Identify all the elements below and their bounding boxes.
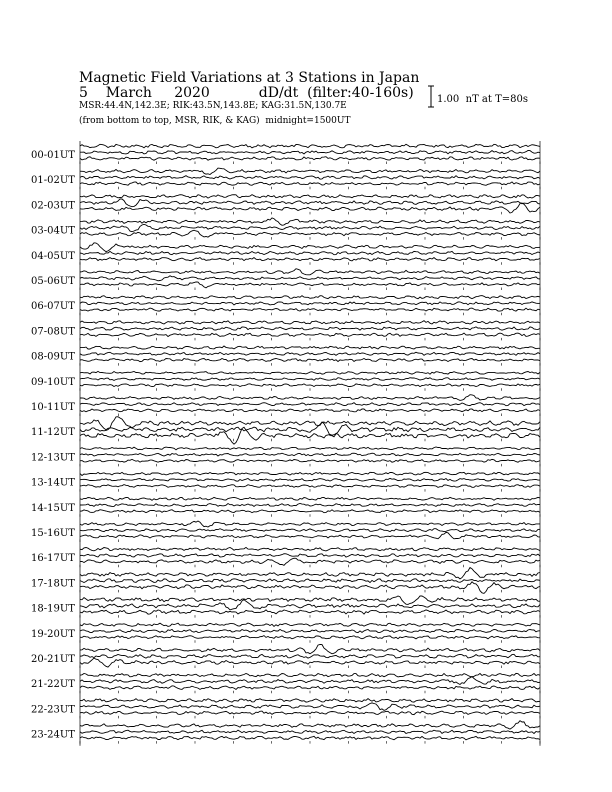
trace-RIK-00-01UT (80, 151, 540, 154)
trace-MSR-03-04UT (80, 230, 540, 237)
trace-KAG-09-10UT (80, 371, 540, 374)
hour-label-01-02UT: 01-02UT (31, 175, 75, 187)
hour-label-03-04UT: 03-04UT (31, 225, 75, 237)
station-coordinates: MSR:44.4N,142.3E; RIK:43.5N,143.8E; KAG:31.5N,130.7E (79, 101, 347, 111)
station-order-note: (from bottom to top, MSR, RIK, & KAG) midnight=1500UT (79, 116, 351, 126)
hour-label-20-21UT: 20-21UT (31, 654, 75, 665)
trace-KAG-19-20UT (80, 623, 540, 626)
hour-label-08-09UT: 08-09UT (31, 351, 75, 363)
trace-MSR-08-09UT (80, 359, 540, 362)
trace-KAG-20-21UT (80, 644, 540, 653)
trace-KAG-01-02UT (80, 168, 540, 174)
trace-RIK-14-15UT (80, 504, 540, 507)
hour-label-15-16UT: 15-16UT (31, 528, 75, 539)
trace-MSR-22-23UT (80, 711, 540, 715)
hour-label-14-15UT: 14-15UT (31, 502, 75, 514)
trace-MSR-02-03UT (80, 203, 540, 213)
trace-RIK-22-23UT (80, 703, 540, 711)
trace-KAG-22-23UT (80, 699, 540, 703)
trace-KAG-12-13UT (80, 447, 540, 450)
trace-MSR-13-14UT (80, 485, 540, 488)
trace-KAG-21-22UT (80, 673, 540, 677)
hour-label-11-12UT: 11-12UT (31, 427, 75, 439)
trace-MSR-00-01UT (80, 157, 540, 161)
trace-MSR-18-19UT (80, 610, 540, 614)
trace-KAG-05-06UT (80, 269, 540, 275)
hour-label-19-20UT: 19-20UT (31, 628, 75, 640)
hour-label-18-19UT: 18-19UT (31, 603, 75, 615)
trace-RIK-06-07UT (80, 302, 540, 305)
hour-label-23-24UT: 23-24UT (31, 729, 75, 741)
trace-KAG-11-12UT (80, 417, 540, 430)
trace-RIK-16-17UT (80, 554, 540, 557)
trace-MSR-23-24UT (80, 736, 540, 740)
trace-KAG-13-14UT (80, 472, 540, 475)
hour-label-06-07UT: 06-07UT (31, 301, 75, 313)
trace-KAG-18-19UT (80, 596, 540, 604)
hour-label-05-06UT: 05-06UT (31, 276, 75, 287)
trace-KAG-04-05UT (80, 243, 540, 252)
trace-MSR-04-05UT (80, 258, 540, 261)
hour-label-10-11UT: 10-11UT (31, 402, 75, 413)
trace-KAG-17-18UT (80, 568, 540, 579)
trace-KAG-15-16UT (80, 521, 540, 527)
trace-KAG-10-11UT (80, 395, 540, 401)
trace-RIK-21-22UT (80, 677, 540, 685)
trace-KAG-06-07UT (80, 296, 540, 299)
trace-MSR-15-16UT (80, 532, 540, 538)
trace-RIK-05-06UT (80, 276, 540, 281)
chart-title: Magnetic Field Variations at 3 Stations in Japan (79, 70, 420, 86)
trace-KAG-00-01UT (80, 144, 540, 148)
trace-RIK-15-16UT (80, 529, 540, 532)
trace-KAG-14-15UT (80, 497, 540, 500)
hour-label-21-22UT: 21-22UT (31, 679, 75, 691)
trace-RIK-09-10UT (80, 378, 540, 381)
trace-RIK-17-18UT (80, 579, 540, 583)
hour-label-04-05UT: 04-05UT (31, 250, 75, 262)
trace-RIK-03-04UT (80, 224, 540, 231)
trace-RIK-13-14UT (80, 478, 540, 481)
trace-RIK-12-13UT (80, 453, 540, 456)
trace-RIK-20-21UT (80, 654, 540, 658)
trace-RIK-04-05UT (80, 251, 540, 254)
scale-bar-label: 1.00 nT at T=80s (437, 94, 528, 105)
trace-MSR-16-17UT (80, 558, 540, 565)
hour-label-12-13UT: 12-13UT (31, 452, 75, 464)
trace-RIK-10-11UT (80, 403, 540, 406)
trace-MSR-05-06UT (80, 282, 540, 288)
hour-label-17-18UT: 17-18UT (31, 578, 75, 590)
trace-MSR-12-13UT (80, 459, 540, 462)
trace-MSR-14-15UT (80, 510, 540, 513)
trace-KAG-02-03UT (80, 195, 540, 199)
trace-MSR-10-11UT (80, 409, 540, 412)
trace-RIK-07-08UT (80, 327, 540, 330)
trace-RIK-02-03UT (80, 199, 540, 207)
scale-bar (428, 86, 434, 107)
trace-KAG-03-04UT (80, 218, 540, 225)
trace-MSR-01-02UT (80, 182, 540, 185)
hour-label-09-10UT: 09-10UT (31, 376, 75, 388)
trace-RIK-19-20UT (80, 629, 540, 632)
hour-label-22-23UT: 22-23UT (31, 704, 75, 716)
trace-KAG-08-09UT (80, 346, 540, 349)
date-and-filter: 5 March 2020 dD/dt (filter:40-160s) (79, 85, 414, 101)
trace-KAG-23-24UT (80, 721, 540, 729)
trace-RIK-23-24UT (80, 730, 540, 733)
trace-RIK-08-09UT (80, 352, 540, 355)
hour-label-13-14UT: 13-14UT (31, 477, 75, 489)
trace-RIK-11-12UT (80, 422, 540, 437)
trace-RIK-01-02UT (80, 176, 540, 179)
trace-MSR-19-20UT (80, 636, 540, 639)
trace-MSR-06-07UT (80, 308, 540, 311)
trace-KAG-16-17UT (80, 547, 540, 551)
trace-MSR-07-08UT (80, 333, 540, 336)
trace-KAG-07-08UT (80, 321, 540, 324)
trace-MSR-09-10UT (80, 384, 540, 387)
trace-MSR-21-22UT (80, 686, 540, 690)
hour-label-16-17UT: 16-17UT (31, 553, 75, 565)
hour-label-02-03UT: 02-03UT (31, 200, 75, 212)
hour-label-00-01UT: 00-01UT (31, 150, 75, 161)
hour-label-07-08UT: 07-08UT (31, 326, 75, 338)
